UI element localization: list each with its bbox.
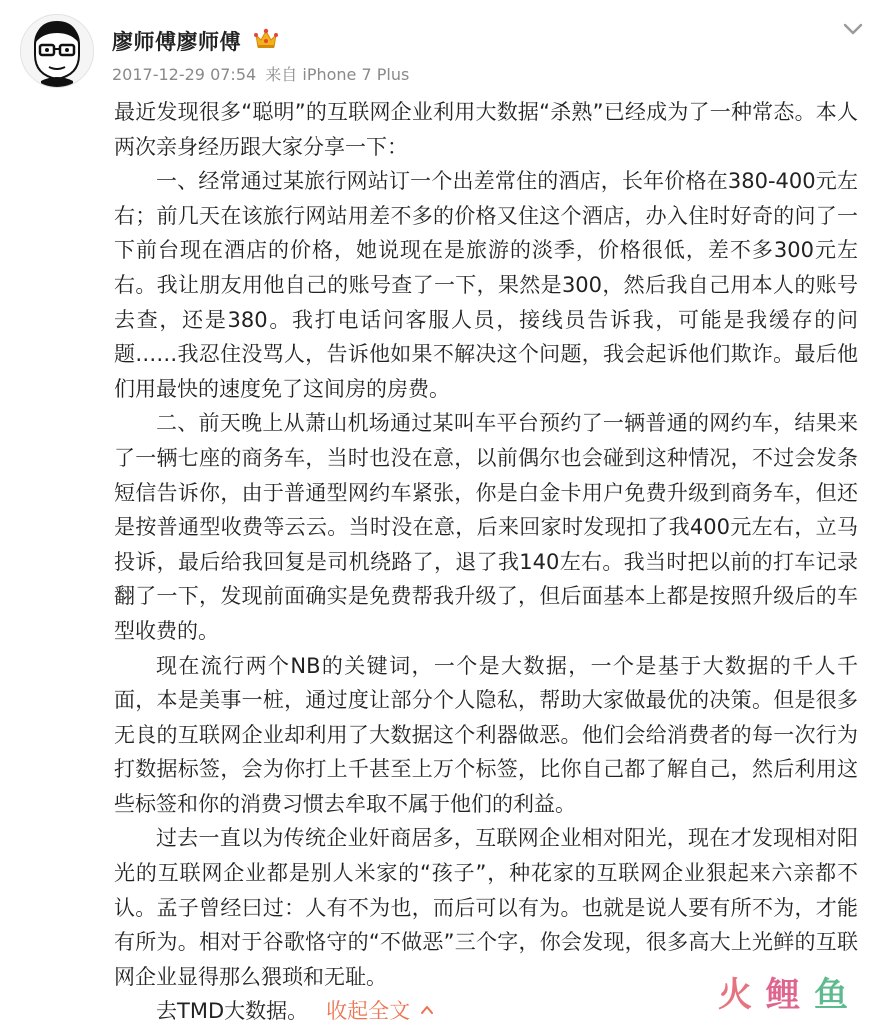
svg-text:鲤: 鲤 [766,975,800,1014]
post-paragraph: 一、经常通过某旅行网站订一个出差常住的酒店，长年价格在380-400元左右；前几天在该旅行网站用差不多的价格又住这个酒店，办入住时好奇的问了一下前台现在酒店的价格，她说现在是旅游的淡季，价格很低，差不多300元左右。我让朋友用他自己的账号查了一下，果然是300，然后我自己用本人的账号去查，还是380。我打电话问客服人员，接线员告诉我，可能是我缓存的问题……我忍住没骂人，告诉他如果不解决这个问题，我会起诉他们欺诈。最后他们用最快的速度免了这间房的房费。 [114,169,858,401]
post-content [114,95,858,1029]
post-paragraph: 二、前天晚上从萧山机场通过某叫车平台预约了一辆普通的网约车，结果来了一辆七座的商务车，当时也没在意，以前偶尔也会碰到这种情况，不过会发条短信告诉你，由于普通型网约车紧张，你是白金卡用户免费升级到商务车，但还是按普通型收费等云云。当时没在意，后来回家时发现扣了我400元左右，立马投诉，最后给我回复是司机绕路了，退了我140左右。我当时把以前的打车记录翻了一下，发现前面确实是免费帮我升级了，但后面基本上都是按照升级后的车型收费的。 [114,411,858,643]
post-paragraph: 最近发现很多“聪明”的互联网企业利用大数据“杀熟”已经成为了一种常态。本人两次亲身经历跟大家分享一下： [114,100,858,159]
collapse-label: 收起全文 [326,999,411,1024]
post-paragraph: 过去一直以为传统企业奸商居多，互联网企业相对阳光，现在才发现相对阳光的互联网企业都是别人米家的“孩子”，种花家的互联网企业狠起来六亲都不认。孟子曾经曰过：人有不为也，而后可以有为。也就是说人要有所不为，才能有所为。相对于谷歌恪守的“不做恶”三个字，你会发现，很多高大上光鲜的互联网企业显得那么猥琐和无耻。 [114,826,858,989]
post-timestamp[interactable]: 2017-12-29 07:54 [112,65,257,84]
post-paragraph: 现在流行两个NB的关键词，一个是大数据，一个是基于大数据的千人千面，本是美事一桩，通过度让部分个人隐私，帮助大家做最优的决策。但是很多无良的互联网企业却利用了大数据这个利器做恶。他们会给消费者的每一次行为打数据标签，会为你打上千甚至上万个标签，比你自己都了解自己，然后利用这些标签和你的消费习惯去牟取不属于他们的利益。 [114,653,858,816]
post-meta [112,62,413,85]
cartoon-avatar-icon [21,15,93,87]
avatar[interactable] [20,14,94,88]
svg-text:火: 火 [718,975,752,1014]
crown-icon[interactable] [253,27,279,51]
watermark-logo [716,972,866,1014]
closing-text: 去TMD大数据。 [156,999,309,1024]
chevron-up-icon [420,1003,434,1017]
svg-text:鱼: 鱼 [814,975,848,1014]
post-source: 来自 iPhone 7 Plus [265,65,410,84]
chevron-down-icon[interactable] [840,16,866,42]
author-name[interactable]: 廖师傅廖师傅 [112,30,241,54]
